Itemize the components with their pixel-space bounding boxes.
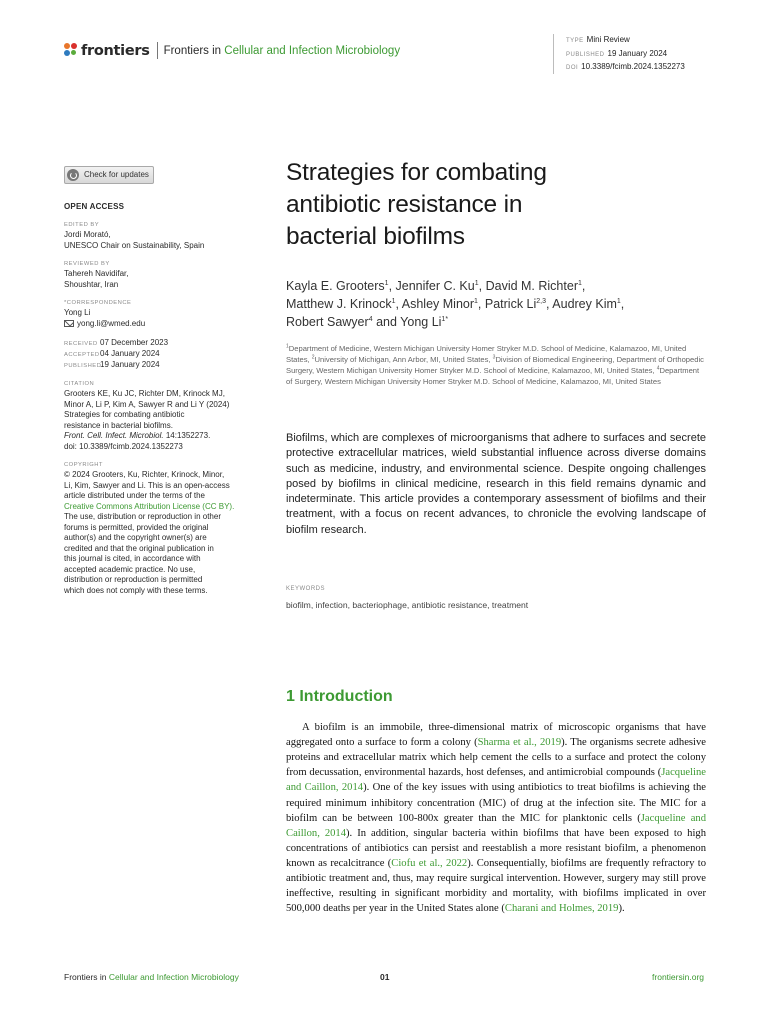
meta-type: TYPE Mini Review	[566, 35, 630, 44]
author-name[interactable]: Robert Sawyer	[286, 315, 369, 329]
author-name[interactable]: Kayla E. Grooters	[286, 279, 385, 293]
affiliation-marker: 2	[311, 354, 315, 361]
copyright-line: distribution or reproduction is permitted	[64, 575, 203, 584]
keywords: biofilm, infection, bacteriophage, antibiotic resistance, treatment	[286, 600, 529, 611]
author-affiliation-marker: 2,3	[536, 297, 547, 305]
correspondence-name: Yong Li	[64, 308, 91, 317]
refresh-icon	[67, 169, 79, 181]
author-name[interactable]: Yong Li	[400, 315, 442, 329]
citation-label: CITATION	[64, 381, 95, 387]
author-affiliation-marker: 1	[616, 297, 621, 305]
reviewer-affiliation: Shoushtar, Iran	[64, 279, 119, 289]
cc-by-license-link[interactable]: Creative Commons Attribution License (CC BY).	[64, 501, 235, 511]
footer-journal[interactable]: Frontiers in Cellular and Infection Microbiology	[64, 972, 239, 982]
author-affiliation-marker: 1*	[441, 315, 449, 323]
author-name[interactable]: Patrick Li	[484, 297, 537, 311]
author-affiliation-marker: 1	[384, 279, 389, 287]
page-header	[64, 35, 704, 80]
accepted-date: ACCEPTED04 January 2024	[64, 349, 160, 358]
edited-by-name: Jordi Morató,	[64, 230, 111, 239]
author-affiliation-marker: 1	[391, 297, 396, 305]
meta-published: PUBLISHED 19 January 2024	[566, 48, 668, 58]
copyright-line: which does not comply with these terms.	[64, 585, 208, 595]
reviewed-by-label: REVIEWED BY	[64, 261, 110, 267]
correspondence-email[interactable]: yong.li@wmed.edu	[77, 318, 146, 328]
citation-line: resistance in bacterial biofilms.	[64, 420, 173, 430]
author-list: Kayla E. Grooters$^1$, Jennifer C. Ku$^1$, David M. Richter$^1$, Matthew J. Krinock$^1$, Ashley Minor$^1$, Patrick Li$^{2,3}$, Audrey Kim$^1$, Robert Sawyer$^4$ and Yong $Li^{1*}$	[286, 279, 625, 329]
check-updates-label: Check for updates	[84, 169, 149, 179]
author-name[interactable]: Matthew J. Krinock	[286, 297, 392, 311]
page-footer	[64, 972, 704, 982]
affiliation-marker: 3	[492, 354, 496, 361]
affiliation-text: Division of Biomedical Engineering, Department of Orthopedic Surgery, Western Michigan University Homer Stryker M.D. School of Medicine, Kalamazoo, MI, United States,	[286, 355, 704, 375]
copyright-line: The use, distribution or reproduction in other	[64, 512, 221, 521]
journal-title[interactable]	[164, 45, 401, 57]
meta-doi[interactable]: DOI 10.3389/fcimb.2024.1352273	[566, 62, 685, 71]
received-date: RECEIVED 07 December 2023	[64, 338, 169, 347]
logo-wordmark: frontiers	[81, 42, 150, 59]
author-name[interactable]: Jennifer C. Ku	[395, 279, 475, 293]
citation-link[interactable]: Sharma et al., 2019	[477, 737, 562, 749]
article-title: Strategies for combating antibiotic resistance in bacterial biofilms	[286, 159, 547, 250]
keywords-label: KEYWORDS	[286, 586, 326, 593]
citation-line: Grooters KE, Ku JC, Richter DM, Krinock MJ,	[64, 389, 225, 398]
copyright-line: article distributed under the terms of the	[64, 491, 205, 500]
article-sidebar	[64, 166, 264, 596]
body-text-run: ). The organisms secrete adhesive proteins and extracellular matrix which help cement the cells to a surface and protect the colony from decussation, environmental hazards, host defenses, and antimicrobial compounds (	[286, 737, 706, 779]
affiliations	[286, 343, 706, 387]
edited-by-label: EDITED BY	[64, 222, 100, 228]
copyright-line: this journal is cited, in accordance with	[64, 554, 201, 563]
citation-line: Strategies for combating antibiotic	[64, 410, 185, 419]
article-main	[286, 157, 706, 916]
author-name[interactable]: David M. Richter	[485, 279, 578, 293]
citation-line: Minor A, Li P, Kim A, Sawyer R and Li Y (2024)	[64, 399, 230, 409]
author-affiliation-marker: 1	[474, 297, 478, 305]
section-heading-introduction: 1 Introduction	[286, 688, 393, 706]
copyright-line: © 2024 Grooters, Ku, Richter, Krinock, Minor,	[64, 470, 225, 479]
author-name[interactable]: Audrey Kim	[552, 297, 617, 311]
body-text-run: ). Consequentially, biofilms are frequently refractory to antibiotic treatment and, thus, may require surgical intervention. However, surgery may still prove ineffective, resulting in significant morbidity and mortality, with biofilms implicated in over 500,000 deaths per year in the United States alone (	[286, 857, 706, 915]
body-text-run: ).	[618, 903, 625, 915]
affiliation-marker: 4	[656, 365, 660, 372]
journal-prefix: Frontiers in	[163, 44, 222, 57]
body-text-run: ). In addition, singular bacteria within biofilms that have been exposed to high concentrations of antibiotics can persist and reestablish a more resistant biofilm, a phenomenon known as recalcitrance (	[286, 827, 706, 869]
author-name[interactable]: Ashley Minor	[401, 297, 475, 311]
published-date: PUBLISHED19 January 2024	[64, 360, 160, 369]
correspondence-label: *CORRESPONDENCE	[64, 300, 132, 306]
copyright-line: author(s) and the copyright owner(s) are	[64, 533, 207, 542]
correspondence-email-row[interactable]	[64, 319, 264, 330]
logo-divider	[157, 42, 158, 59]
copyright-line: credited and that the original publication in	[64, 543, 214, 553]
mail-icon	[64, 320, 74, 327]
citation-doi[interactable]: doi: 10.3389/fcimb.2024.1352273	[64, 441, 183, 451]
body-text-run: ). One of the key issues with using antibiotics to treat biofilms is achieving the required minimum inhibitory concentration (MIC) of drug at the infection site. The MIC for a biofilm can be between 100-800x greater than the MIC for planktonic cells (	[286, 782, 706, 824]
abstract: Biofilms, which are complexes of microorganisms that adhere to surfaces and secrete protective extracellular matrices, wield substantial influence across diverse domains such as medicine, industry, and environmental science. Despite ongoing challenges posed by biofilms in clinical medicine, research in this field remains dynamic and indeterminate. This article provides a contemporary assessment of biofilms and their treatment, with a focus on recent advances, to chronicle the evolving landscape of biofilm research.	[286, 432, 706, 536]
introduction-paragraph	[286, 720, 706, 916]
copyright-line: Li, Kim, Sawyer and Li. This is an open-access	[64, 480, 230, 490]
footer-site-link[interactable]: frontiersin.org	[652, 972, 704, 982]
reviewer-name: Tahereh Navidifar,	[64, 269, 129, 278]
frontiers-logo-icon	[64, 43, 78, 59]
affiliation-marker: 1	[286, 343, 289, 350]
citation-journal-line: Front. Cell. Infect. Microbiol. 14:1352273.	[64, 431, 211, 440]
copyright-label: COPYRIGHT	[64, 462, 103, 468]
dates-block	[64, 338, 264, 371]
author-affiliation-marker: 1	[474, 279, 479, 287]
article-meta	[553, 34, 685, 74]
check-for-updates-button[interactable]	[64, 166, 154, 184]
edited-by-affiliation: UNESCO Chair on Sustainability, Spain	[64, 240, 205, 250]
citation-link[interactable]: Jacqueline and Caillon, 2014	[286, 767, 706, 794]
affiliation-text: Department of Surgery, Western Michigan University Homer Stryker M.D. School of Medicine, Kalamazoo, MI, United States	[286, 366, 700, 386]
body-text-run: A biofilm is an immobile, three-dimensional matrix of microscopic organisms that have aggregated onto a surface to form a colony (	[286, 722, 706, 749]
affiliation-text: Department of Medicine, Western Michigan University Homer Stryker M.D. School of Medicine, Kalamazoo, MI, United States,	[286, 344, 687, 364]
citation-link[interactable]: Jacqueline and Caillon, 2014	[286, 812, 706, 839]
copyright-line: forums is permitted, provided the original	[64, 522, 209, 532]
author-affiliation-marker: 1	[577, 279, 582, 287]
affiliation-text: University of Michigan, Ann Arbor, MI, United States,	[314, 355, 493, 364]
copyright-line: accepted academic practice. No use,	[64, 564, 196, 574]
frontiers-logo[interactable]	[64, 42, 400, 59]
page-number: 01	[380, 972, 390, 982]
author-affiliation-marker: 4	[368, 315, 373, 323]
citation-link[interactable]: Ciofu et al., 2022	[391, 857, 468, 869]
open-access-label: OPEN ACCESS	[64, 201, 125, 211]
journal-name: Cellular and Infection Microbiology	[224, 44, 401, 57]
citation-link[interactable]: Charani and Holmes, 2019	[504, 903, 619, 915]
